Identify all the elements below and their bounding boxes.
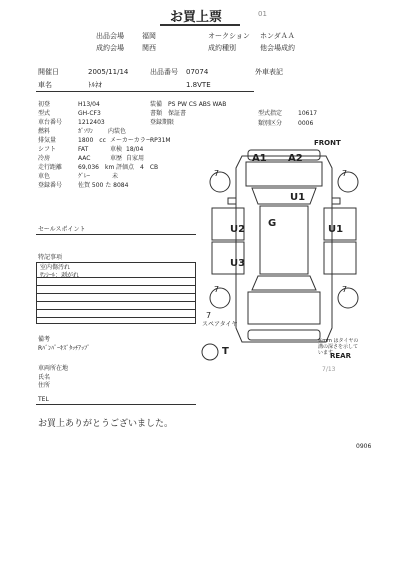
car-underline — [36, 91, 254, 92]
remarks-value: Rﾊﾞﾝﾊﾟｰｷｽﾞﾀｯﾁｱｯﾌﾟ — [38, 345, 91, 352]
address-label: 住所 — [38, 382, 51, 389]
tel-underline — [36, 404, 196, 405]
spec-value: ｶﾞｿﾘﾝ — [78, 128, 94, 135]
spec-value: 69,036 km — [78, 164, 115, 171]
tyre-front-right — [338, 172, 358, 192]
tyre-tread-value: 7 — [214, 169, 220, 178]
owner-label: 氏名 — [38, 374, 51, 381]
auction-label: オークション — [208, 32, 250, 40]
spec-value: ｸﾞﾚｰ — [78, 173, 91, 180]
spare-value: 7 — [206, 311, 212, 320]
spare-tyre — [202, 344, 218, 360]
page-title: お買上票 — [170, 10, 223, 25]
spec-label: 走行距離 — [38, 164, 63, 171]
auction-value: ホンダＡＡ — [260, 32, 295, 40]
t-mark: T — [222, 346, 229, 357]
spec-mid-label: 内装色 — [108, 128, 127, 135]
equip-value: PS PW CS ABS WAB — [168, 101, 227, 108]
warranty-label: 書類 — [150, 110, 163, 117]
lot-label: 出品番号 — [150, 68, 178, 76]
zone-label: U1 — [290, 192, 306, 203]
mirror-right — [332, 198, 340, 204]
spec-label: 車色 — [38, 173, 51, 180]
spec-mid-label: 車検 — [110, 146, 123, 153]
spec-mid-label: 評価点 — [116, 164, 135, 171]
sales-point-line — [36, 234, 196, 235]
tyre-rear-right — [338, 288, 358, 308]
car-value: ﾄﾙﾈｵ — [88, 81, 102, 89]
special-notes-label: 特記事項 — [38, 254, 63, 261]
spec-label: 型式 — [38, 110, 51, 117]
warranty-value: 保証書 — [168, 110, 187, 117]
zone-label: A2 — [288, 153, 303, 164]
rear-window — [252, 276, 316, 290]
spec-mid-label: メーカーカラー — [110, 137, 152, 144]
reg-label: 登録期限 — [150, 119, 175, 126]
tyre-note: ※mm はタイヤの溝の深さを示しています — [318, 338, 359, 356]
class-value: 0006 — [298, 120, 314, 127]
contract-venue-label: 成約会場 — [96, 44, 124, 52]
contract-venue-value: 関西 — [142, 44, 156, 52]
spec-label: 登録番号 — [38, 182, 63, 189]
note-divider — [36, 317, 196, 318]
car-outline — [236, 156, 332, 342]
sales-point-label: セールスポイント — [38, 226, 86, 233]
note-divider — [36, 301, 196, 302]
remarks-label: 備考 — [38, 336, 51, 343]
spec-value: 佐賀 500 た 8084 — [78, 182, 129, 189]
venue-label: 出品会場 — [96, 32, 124, 40]
location-label: 車両所在地 — [38, 365, 69, 372]
thanks-message: お買上ありがとうございました。 — [38, 419, 174, 429]
tyre-front-left — [210, 172, 230, 192]
spec-label: 排気量 — [38, 137, 57, 144]
note-divider — [36, 309, 196, 310]
spec-label: シフト — [38, 146, 57, 153]
spec-value: GH-CF3 — [78, 110, 101, 117]
spec-label: 車台番号 — [38, 119, 63, 126]
spec-label: 燃料 — [38, 128, 51, 135]
car-diagram — [198, 148, 376, 368]
note-row: ｻﾝｼｰﾙ：剥がれ — [40, 272, 80, 279]
zone-label: A1 — [252, 153, 267, 164]
spec-label: 冷房 — [38, 155, 51, 162]
zone-label: U1 — [328, 224, 344, 235]
class-label: 類別区分 — [258, 120, 283, 127]
car-label: 車名 — [38, 81, 52, 89]
front-label: FRONT — [314, 139, 341, 147]
spec-value: 1800 cc — [78, 137, 106, 144]
zone-label: U2 — [230, 224, 246, 235]
model-label: 型式指定 — [258, 110, 283, 117]
note-divider — [36, 277, 196, 278]
spec-mid-value: 自家用 — [126, 155, 145, 162]
spare-label: スペアタイヤ — [202, 321, 238, 328]
tyre-tread-value: 7 — [342, 169, 348, 178]
spec-mid-value: 4 CB — [140, 164, 159, 171]
date-label: 開催日 — [38, 68, 59, 76]
tyre-rear-left — [210, 288, 230, 308]
tyre-tread-value: 7 — [214, 285, 220, 294]
spec-mid-value: RP31M — [150, 137, 171, 144]
date-value: 2005/11/14 — [88, 68, 129, 76]
windshield — [252, 188, 316, 204]
door-rear-right — [324, 242, 356, 274]
rear-label: REAR — [330, 352, 351, 360]
model-value: 10617 — [298, 110, 318, 117]
trunk-panel — [248, 292, 320, 324]
spec-value: 1212403 — [78, 119, 105, 126]
ext-label: 外車表記 — [255, 68, 283, 76]
spec-mid-value: 未 — [112, 173, 119, 180]
lot-value: 07074 — [186, 68, 209, 76]
note-divider — [36, 285, 196, 286]
car-grade: 1.8VTE — [186, 81, 211, 89]
spec-label: 初登 — [38, 101, 51, 108]
footer-code: 0906 — [356, 443, 372, 450]
contract-type-value: 他会場成約 — [260, 44, 295, 52]
note-divider — [36, 293, 196, 294]
contract-type-label: 成約種別 — [208, 44, 236, 52]
roof-panel — [260, 206, 308, 274]
spec-mid-label: 車歴 — [110, 155, 123, 162]
rear-bumper — [248, 330, 320, 340]
note-row: 室内傷汚れ — [40, 264, 71, 271]
spec-value: AAC — [78, 155, 91, 162]
venue-value: 福岡 — [142, 32, 156, 40]
equip-label: 装備 — [150, 101, 163, 108]
hood-panel — [246, 162, 322, 186]
zone-label: G — [268, 218, 277, 229]
tyre-tread-value: 7 — [342, 285, 348, 294]
mirror-left — [228, 198, 236, 204]
zone-label: U3 — [230, 258, 246, 269]
tel-label: TEL — [38, 396, 49, 403]
hand-note: 7/13 — [322, 366, 336, 373]
spec-value: H13/04 — [78, 101, 100, 108]
hand-mark: 01 — [258, 10, 267, 18]
spec-mid-value: 18/04 — [126, 146, 144, 153]
spec-value: FAT — [78, 146, 89, 153]
title-underline — [160, 24, 240, 26]
